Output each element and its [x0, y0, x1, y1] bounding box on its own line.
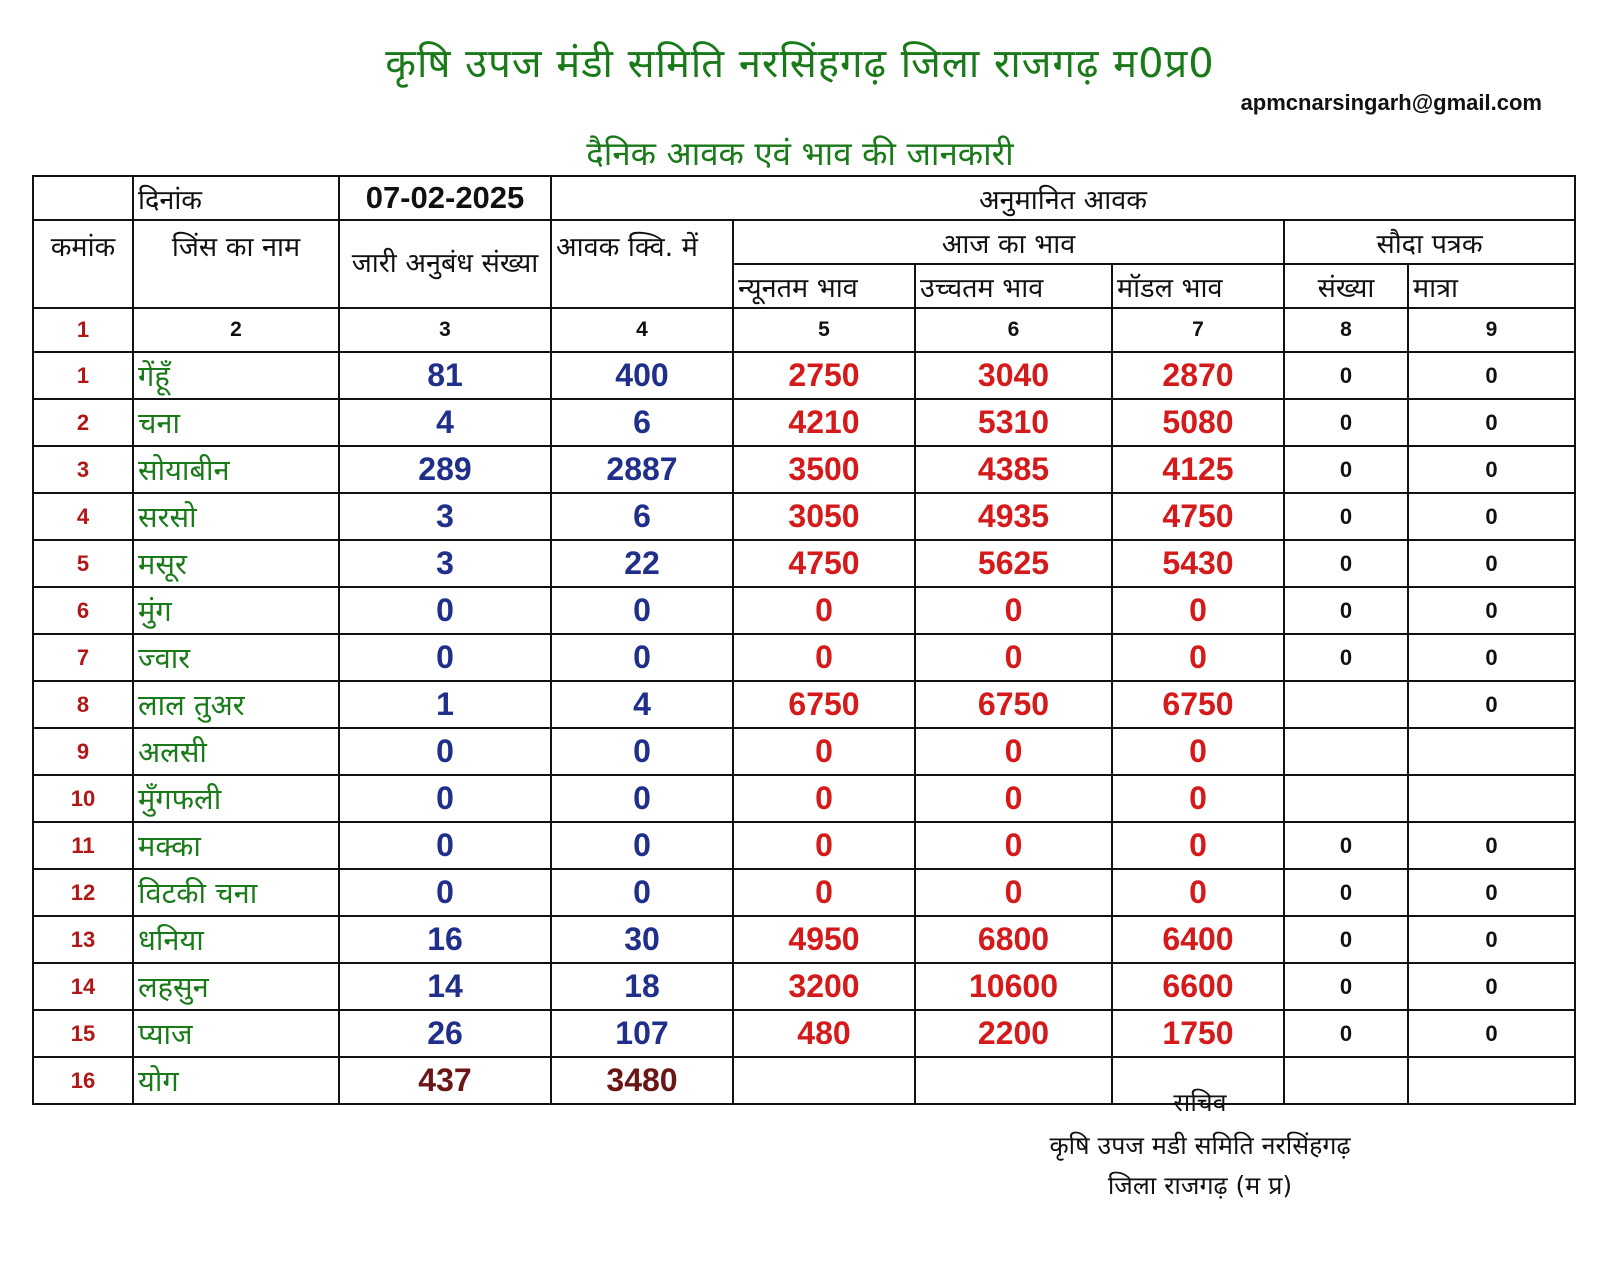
deal-count-cell: 0: [1284, 493, 1408, 540]
table-row: [33, 728, 1575, 775]
contracts-count-cell: 1: [339, 681, 551, 728]
modal-price-cell: 0: [1112, 775, 1284, 822]
email-address: apmcnarsingarh@gmail.com: [1240, 90, 1542, 115]
modal-price-cell: 4750: [1112, 493, 1284, 540]
serial-number-cell: 11: [33, 822, 133, 869]
arrival-quintal-cell: 4: [551, 681, 733, 728]
deal-quantity-cell: 0: [1408, 352, 1575, 399]
column-number: 5: [733, 308, 915, 352]
arrival-quintal-cell: 22: [551, 540, 733, 587]
deal-count-cell: 0: [1284, 446, 1408, 493]
blank-header-cell: [33, 176, 133, 220]
signatory-district: जिला राजगढ़ (म प्र): [1107, 1171, 1293, 1200]
deal-count-cell: 0: [1284, 1010, 1408, 1057]
table-row: [33, 963, 1575, 1010]
table-row: [33, 681, 1575, 728]
serial-number-cell: 12: [33, 869, 133, 916]
deal-quantity-cell: [1408, 728, 1575, 775]
total-serial-cell: 16: [33, 1057, 133, 1104]
commodity-name-cell: ज्वार: [133, 634, 339, 681]
deal-quantity-cell: 0: [1408, 916, 1575, 963]
arrival-quintal-cell: 6: [551, 399, 733, 446]
empty-total-cell: [733, 1057, 915, 1104]
column-number: 9: [1408, 308, 1575, 352]
estimated-arrival-header: अनुमानित आवक: [551, 176, 1575, 220]
deal-count-cell: 0: [1284, 869, 1408, 916]
total-contracts-cell: 437: [339, 1057, 551, 1104]
commodity-name-cell: लहसुन: [133, 963, 339, 1010]
contracts-count-cell: 289: [339, 446, 551, 493]
arrival-quintal-cell: 18: [551, 963, 733, 1010]
serial-number-cell: 6: [33, 587, 133, 634]
contracts-count-cell: 16: [339, 916, 551, 963]
serial-number-cell: 8: [33, 681, 133, 728]
deal-count-cell: 0: [1284, 916, 1408, 963]
column-number: 3: [339, 308, 551, 352]
modal-price-cell: 6600: [1112, 963, 1284, 1010]
arrival-header: आवक क्वि. में: [551, 220, 733, 308]
modal-price-cell: 0: [1112, 634, 1284, 681]
commodity-name-cell: मुँगफली: [133, 775, 339, 822]
serial-number-cell: 4: [33, 493, 133, 540]
max-price-header: उच्चतम भाव: [915, 264, 1112, 308]
min-price-cell: 3500: [733, 446, 915, 493]
min-price-cell: 0: [733, 634, 915, 681]
modal-price-cell: 5080: [1112, 399, 1284, 446]
max-price-cell: 0: [915, 775, 1112, 822]
deal-count-cell: 0: [1284, 540, 1408, 587]
table-row: [33, 634, 1575, 681]
deal-count-cell: [1284, 681, 1408, 728]
deal-count-cell: 0: [1284, 822, 1408, 869]
deal-quantity-cell: 0: [1408, 634, 1575, 681]
modal-price-cell: 0: [1112, 822, 1284, 869]
table-row: [33, 1010, 1575, 1057]
serial-number-cell: 3: [33, 446, 133, 493]
arrival-quintal-cell: 0: [551, 869, 733, 916]
commodity-name-cell: चना: [133, 399, 339, 446]
max-price-cell: 5625: [915, 540, 1112, 587]
max-price-cell: 0: [915, 587, 1112, 634]
table-row: [33, 399, 1575, 446]
deal-sheet-header: सौदा पत्रक: [1284, 220, 1575, 264]
count-header: संख्या: [1284, 264, 1408, 308]
column-number: 1: [33, 308, 133, 352]
commodity-name-cell: मसूर: [133, 540, 339, 587]
signatory-organization: कृषि उपज मडी समिति नरसिंहगढ़: [1049, 1131, 1351, 1160]
contracts-count-cell: 81: [339, 352, 551, 399]
table-row: [33, 822, 1575, 869]
commodity-header: जिंस का नाम: [133, 220, 339, 308]
commodity-name-cell: विटकी चना: [133, 869, 339, 916]
deal-count-cell: 0: [1284, 634, 1408, 681]
signatory-designation: सचिव: [1173, 1088, 1227, 1117]
deal-quantity-cell: [1408, 775, 1575, 822]
serial-number-cell: 1: [33, 352, 133, 399]
min-price-cell: 3200: [733, 963, 915, 1010]
deal-quantity-cell: 0: [1408, 681, 1575, 728]
serial-number-cell: 14: [33, 963, 133, 1010]
column-number: 6: [915, 308, 1112, 352]
today-price-header: आज का भाव: [733, 220, 1284, 264]
quantity-header: मात्रा: [1408, 264, 1575, 308]
serial-number-cell: 13: [33, 916, 133, 963]
max-price-cell: 6750: [915, 681, 1112, 728]
modal-price-cell: 6400: [1112, 916, 1284, 963]
max-price-cell: 0: [915, 822, 1112, 869]
contracts-count-cell: 0: [339, 869, 551, 916]
deal-quantity-cell: 0: [1408, 822, 1575, 869]
commodity-name-cell: गेंहूँ: [133, 352, 339, 399]
min-price-cell: 0: [733, 587, 915, 634]
max-price-cell: 4935: [915, 493, 1112, 540]
page-title: कृषि उपज मंडी समिति नरसिंहगढ़ जिला राजगढ़ म0प्र0: [385, 41, 1215, 87]
column-number: 4: [551, 308, 733, 352]
date-label: दिनांक: [133, 176, 339, 220]
contracts-count-cell: 14: [339, 963, 551, 1010]
deal-quantity-cell: 0: [1408, 446, 1575, 493]
min-price-cell: 3050: [733, 493, 915, 540]
table-row: [33, 493, 1575, 540]
min-price-cell: 480: [733, 1010, 915, 1057]
header-row-groups: [33, 220, 1575, 264]
min-price-cell: 0: [733, 775, 915, 822]
modal-price-cell: 2870: [1112, 352, 1284, 399]
max-price-cell: 4385: [915, 446, 1112, 493]
deal-quantity-cell: 0: [1408, 540, 1575, 587]
commodity-name-cell: मक्का: [133, 822, 339, 869]
deal-quantity-cell: 0: [1408, 1010, 1575, 1057]
column-number: 7: [1112, 308, 1284, 352]
table-row: [33, 587, 1575, 634]
commodity-name-cell: धनिया: [133, 916, 339, 963]
max-price-cell: 10600: [915, 963, 1112, 1010]
serial-number-cell: 9: [33, 728, 133, 775]
deal-count-cell: [1284, 775, 1408, 822]
table-row: [33, 540, 1575, 587]
table-row: [33, 446, 1575, 493]
table-row: [33, 775, 1575, 822]
max-price-cell: 6800: [915, 916, 1112, 963]
deal-count-cell: 0: [1284, 352, 1408, 399]
commodity-name-cell: प्याज: [133, 1010, 339, 1057]
serial-number-cell: 7: [33, 634, 133, 681]
arrival-quintal-cell: 2887: [551, 446, 733, 493]
arrival-price-table: [32, 175, 1576, 1105]
max-price-cell: 0: [915, 634, 1112, 681]
empty-total-cell: [1408, 1057, 1575, 1104]
modal-price-cell: 1750: [1112, 1010, 1284, 1057]
serial-number-cell: 10: [33, 775, 133, 822]
min-price-header: न्यूनतम भाव: [733, 264, 915, 308]
deal-quantity-cell: 0: [1408, 399, 1575, 446]
table-row: [33, 869, 1575, 916]
modal-price-cell: 0: [1112, 728, 1284, 775]
min-price-cell: 4950: [733, 916, 915, 963]
commodity-name-cell: सरसो: [133, 493, 339, 540]
contracts-count-cell: 0: [339, 587, 551, 634]
min-price-cell: 6750: [733, 681, 915, 728]
deal-count-cell: 0: [1284, 963, 1408, 1010]
min-price-cell: 4750: [733, 540, 915, 587]
serial-header: कमांक: [33, 220, 133, 308]
modal-price-header: मॉडल भाव: [1112, 264, 1284, 308]
deal-quantity-cell: 0: [1408, 869, 1575, 916]
arrival-quintal-cell: 0: [551, 775, 733, 822]
commodity-name-cell: अलसी: [133, 728, 339, 775]
modal-price-cell: 5430: [1112, 540, 1284, 587]
min-price-cell: 0: [733, 869, 915, 916]
table-row: [33, 352, 1575, 399]
min-price-cell: 0: [733, 728, 915, 775]
commodity-name-cell: सोयाबीन: [133, 446, 339, 493]
min-price-cell: 0: [733, 822, 915, 869]
deal-quantity-cell: 0: [1408, 963, 1575, 1010]
min-price-cell: 4210: [733, 399, 915, 446]
max-price-cell: 0: [915, 869, 1112, 916]
contracts-count-cell: 0: [339, 634, 551, 681]
min-price-cell: 2750: [733, 352, 915, 399]
deal-quantity-cell: 0: [1408, 587, 1575, 634]
max-price-cell: 2200: [915, 1010, 1112, 1057]
contracts-count-cell: 0: [339, 775, 551, 822]
deal-count-cell: 0: [1284, 399, 1408, 446]
arrival-quintal-cell: 30: [551, 916, 733, 963]
modal-price-cell: 4125: [1112, 446, 1284, 493]
deal-count-cell: [1284, 728, 1408, 775]
deal-count-cell: 0: [1284, 587, 1408, 634]
arrival-quintal-cell: 0: [551, 728, 733, 775]
column-number-row: [33, 308, 1575, 352]
contracts-count-cell: 0: [339, 822, 551, 869]
contracts-count-cell: 3: [339, 493, 551, 540]
deal-quantity-cell: 0: [1408, 493, 1575, 540]
modal-price-cell: 6750: [1112, 681, 1284, 728]
commodity-name-cell: लाल तुअर: [133, 681, 339, 728]
max-price-cell: 5310: [915, 399, 1112, 446]
contracts-count-cell: 4: [339, 399, 551, 446]
table-row: [33, 916, 1575, 963]
contracts-count-cell: 3: [339, 540, 551, 587]
modal-price-cell: 0: [1112, 869, 1284, 916]
max-price-cell: 0: [915, 728, 1112, 775]
serial-number-cell: 2: [33, 399, 133, 446]
column-number: 2: [133, 308, 339, 352]
date-value: 07-02-2025: [339, 176, 551, 220]
header-row-date: [33, 176, 1575, 220]
total-arrival-cell: 3480: [551, 1057, 733, 1104]
arrival-quintal-cell: 0: [551, 587, 733, 634]
serial-number-cell: 5: [33, 540, 133, 587]
contracts-header: जारी अनुबंध संख्या: [339, 220, 551, 308]
modal-price-cell: 0: [1112, 587, 1284, 634]
column-number: 8: [1284, 308, 1408, 352]
arrival-quintal-cell: 107: [551, 1010, 733, 1057]
arrival-quintal-cell: 0: [551, 634, 733, 681]
arrival-quintal-cell: 6: [551, 493, 733, 540]
total-label-cell: योग: [133, 1057, 339, 1104]
arrival-quintal-cell: 0: [551, 822, 733, 869]
commodity-name-cell: मुंग: [133, 587, 339, 634]
contracts-count-cell: 26: [339, 1010, 551, 1057]
page-subtitle: दैनिक आवक एवं भाव की जानकारी: [586, 134, 1014, 173]
contracts-count-cell: 0: [339, 728, 551, 775]
serial-number-cell: 15: [33, 1010, 133, 1057]
max-price-cell: 3040: [915, 352, 1112, 399]
arrival-quintal-cell: 400: [551, 352, 733, 399]
